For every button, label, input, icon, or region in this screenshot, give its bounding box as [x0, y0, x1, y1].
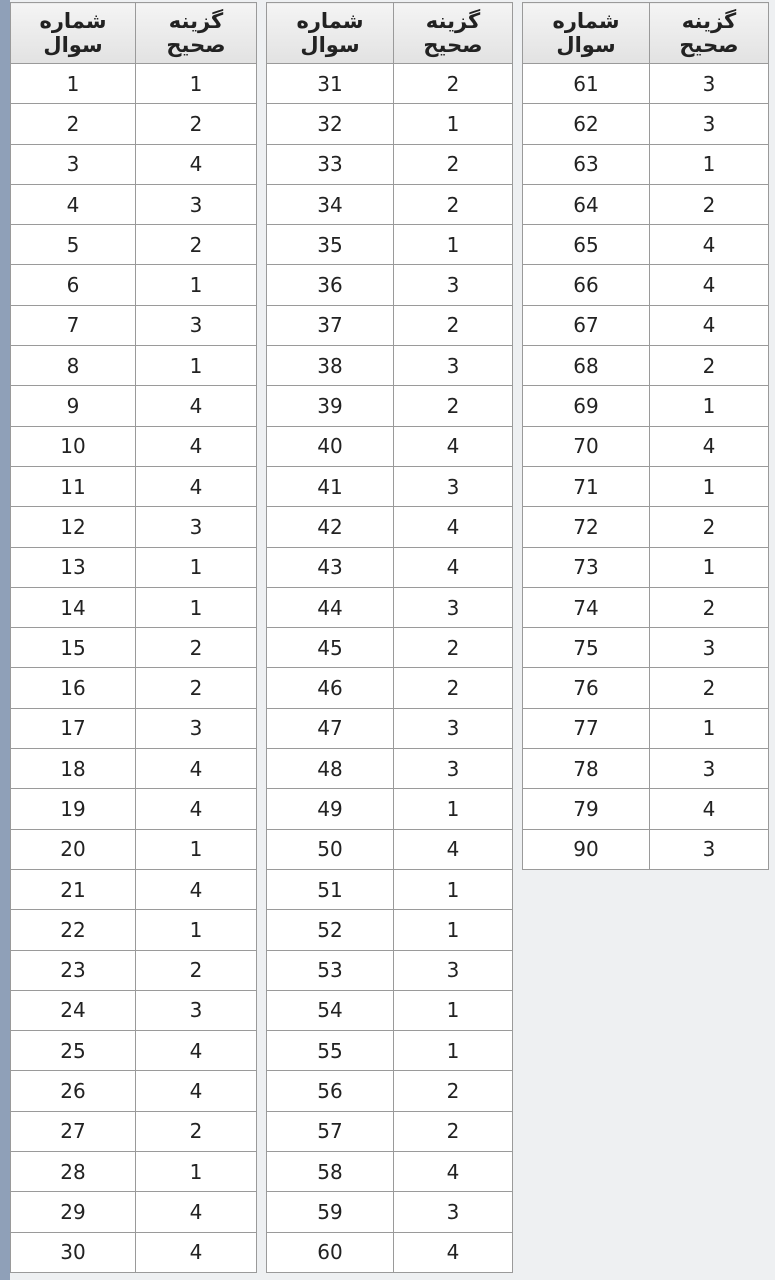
question-number-cell: 11	[11, 466, 136, 506]
question-number-cell: 30	[11, 1232, 136, 1272]
correct-option-cell: 4	[394, 547, 513, 587]
table-row	[267, 547, 513, 587]
question-number-cell: 65	[523, 225, 650, 265]
correct-option-cell: 3	[394, 346, 513, 386]
table-row	[11, 547, 257, 587]
question-number-cell: 8	[11, 346, 136, 386]
question-number-cell: 13	[11, 547, 136, 587]
question-number-cell: 21	[11, 869, 136, 909]
header-text: صحیح	[679, 33, 739, 57]
correct-option-cell: 4	[136, 789, 257, 829]
correct-option-cell: 1	[394, 789, 513, 829]
table-row	[267, 1192, 513, 1232]
question-number-cell: 33	[267, 144, 394, 184]
table-row	[523, 346, 769, 386]
correct-option-cell: 4	[650, 225, 769, 265]
question-number-cell: 75	[523, 628, 650, 668]
correct-option-cell: 1	[394, 869, 513, 909]
table-row	[11, 104, 257, 144]
table-row	[11, 144, 257, 184]
question-number-cell: 31	[267, 64, 394, 104]
question-number-cell: 90	[523, 829, 650, 869]
correct-option-cell: 2	[136, 950, 257, 990]
question-number-cell: 7	[11, 305, 136, 345]
correct-option-cell: 1	[136, 64, 257, 104]
table-row	[11, 265, 257, 305]
correct-option-cell: 3	[394, 950, 513, 990]
correct-option-cell: 4	[650, 265, 769, 305]
table-row	[11, 749, 257, 789]
question-number-cell: 63	[523, 144, 650, 184]
correct-option-cell: 4	[394, 507, 513, 547]
correct-option-cell: 4	[394, 1152, 513, 1192]
correct-option-cell: 4	[394, 426, 513, 466]
correct-option-cell: 1	[136, 910, 257, 950]
correct-option-cell: 1	[650, 466, 769, 506]
correct-option-cell: 1	[650, 708, 769, 748]
question-number-cell: 16	[11, 668, 136, 708]
question-number-cell: 22	[11, 910, 136, 950]
correct-option-cell: 4	[136, 749, 257, 789]
correct-option-cell: 3	[136, 990, 257, 1030]
question-number-cell: 67	[523, 305, 650, 345]
table-header-row	[11, 3, 257, 64]
table-row	[11, 64, 257, 104]
question-number-cell: 14	[11, 587, 136, 627]
table-row	[267, 507, 513, 547]
question-number-cell: 58	[267, 1152, 394, 1192]
correct-option-cell: 3	[650, 749, 769, 789]
header-text: سوال	[556, 33, 616, 57]
question-number-cell: 38	[267, 346, 394, 386]
question-number-cell: 41	[267, 466, 394, 506]
correct-option-cell: 2	[650, 507, 769, 547]
correct-option-cell: 4	[136, 144, 257, 184]
table-row	[523, 64, 769, 104]
question-number-cell: 71	[523, 466, 650, 506]
table-row	[267, 144, 513, 184]
table-header-row	[523, 3, 769, 64]
table-row	[267, 225, 513, 265]
correct-option-cell: 3	[394, 708, 513, 748]
table-row	[267, 910, 513, 950]
table-row	[523, 547, 769, 587]
correct-option-cell: 4	[394, 1232, 513, 1272]
table-row	[267, 789, 513, 829]
table-row	[11, 225, 257, 265]
correct-option-cell: 3	[136, 184, 257, 224]
table-row	[11, 1071, 257, 1111]
correct-option-cell: 2	[136, 104, 257, 144]
correct-option-cell: 2	[394, 64, 513, 104]
question-number-cell: 32	[267, 104, 394, 144]
header-text: سوال	[43, 33, 103, 57]
question-number-cell: 12	[11, 507, 136, 547]
table-row	[11, 386, 257, 426]
table-row	[267, 990, 513, 1030]
table-row	[11, 1192, 257, 1232]
table-row	[523, 144, 769, 184]
header-text: شماره	[296, 9, 364, 33]
correct-option-cell: 1	[136, 829, 257, 869]
correct-option-cell: 4	[650, 305, 769, 345]
correct-option-cell: 4	[136, 1192, 257, 1232]
correct-option-cell: 2	[650, 587, 769, 627]
table-row	[11, 829, 257, 869]
question-number-cell: 39	[267, 386, 394, 426]
table-row	[523, 668, 769, 708]
question-number-cell: 4	[11, 184, 136, 224]
question-number-cell: 19	[11, 789, 136, 829]
question-number-cell: 35	[267, 225, 394, 265]
question-number-cell: 49	[267, 789, 394, 829]
question-number-cell: 5	[11, 225, 136, 265]
table-row	[523, 789, 769, 829]
table-row	[267, 1071, 513, 1111]
table-row	[267, 1111, 513, 1151]
correct-option-cell: 2	[650, 184, 769, 224]
question-number-cell: 51	[267, 869, 394, 909]
table-row	[523, 225, 769, 265]
question-number-cell: 56	[267, 1071, 394, 1111]
table-row	[11, 1232, 257, 1272]
correct-option-cell: 3	[394, 265, 513, 305]
table-row	[523, 184, 769, 224]
question-number-cell: 55	[267, 1031, 394, 1071]
correct-option-cell: 1	[394, 104, 513, 144]
table-row	[523, 628, 769, 668]
header-text: سوال	[300, 33, 360, 57]
question-number-cell: 57	[267, 1111, 394, 1151]
correct-option-cell: 1	[650, 547, 769, 587]
question-number-cell: 34	[267, 184, 394, 224]
table-row	[523, 426, 769, 466]
correct-option-cell: 1	[136, 265, 257, 305]
table-row	[267, 829, 513, 869]
question-number-cell: 20	[11, 829, 136, 869]
header-text: گزینه	[425, 9, 481, 33]
correct-option-cell: 3	[394, 466, 513, 506]
correct-option-cell: 2	[136, 668, 257, 708]
table-row	[11, 1031, 257, 1071]
header-text: شماره	[552, 9, 620, 33]
table-row	[11, 1111, 257, 1151]
table-row	[267, 466, 513, 506]
table-row	[267, 426, 513, 466]
correct-option-cell: 3	[394, 749, 513, 789]
correct-option-cell: 4	[394, 829, 513, 869]
header-text: صحیح	[423, 33, 483, 57]
table-row	[523, 466, 769, 506]
question-number-cell: 15	[11, 628, 136, 668]
table-row	[267, 64, 513, 104]
table-row	[267, 104, 513, 144]
question-number-cell: 42	[267, 507, 394, 547]
correct-option-cell: 1	[394, 1031, 513, 1071]
question-number-cell: 17	[11, 708, 136, 748]
question-number-cell: 28	[11, 1152, 136, 1192]
question-number-cell: 69	[523, 386, 650, 426]
question-number-cell: 61	[523, 64, 650, 104]
table-row	[523, 507, 769, 547]
correct-option-cell: 4	[136, 386, 257, 426]
question-number-cell: 48	[267, 749, 394, 789]
question-number-cell: 73	[523, 547, 650, 587]
table-row	[11, 990, 257, 1030]
question-number-cell: 78	[523, 749, 650, 789]
table-row	[267, 1232, 513, 1272]
correct-option-cell: 2	[650, 346, 769, 386]
correct-option-cell: 1	[136, 587, 257, 627]
table-row	[523, 386, 769, 426]
question-number-cell: 43	[267, 547, 394, 587]
question-number-cell: 70	[523, 426, 650, 466]
correct-option-header	[136, 3, 257, 64]
correct-option-cell: 3	[136, 708, 257, 748]
correct-option-cell: 2	[394, 668, 513, 708]
table-row	[523, 829, 769, 869]
correct-option-cell: 1	[650, 386, 769, 426]
table-row	[267, 587, 513, 627]
question-number-cell: 40	[267, 426, 394, 466]
correct-option-cell: 3	[136, 507, 257, 547]
table-row	[523, 749, 769, 789]
question-number-cell: 27	[11, 1111, 136, 1151]
table-row	[267, 749, 513, 789]
question-number-cell: 1	[11, 64, 136, 104]
correct-option-cell: 1	[394, 225, 513, 265]
correct-option-cell: 1	[136, 547, 257, 587]
header-text: گزینه	[168, 9, 224, 33]
table-row	[267, 265, 513, 305]
answer-key-table-1	[10, 2, 257, 1273]
table-row	[11, 305, 257, 345]
table-row	[11, 587, 257, 627]
correct-option-cell: 4	[136, 426, 257, 466]
question-number-cell: 6	[11, 265, 136, 305]
table-row	[267, 708, 513, 748]
correct-option-header	[394, 3, 513, 64]
correct-option-cell: 2	[650, 668, 769, 708]
correct-option-cell: 1	[394, 910, 513, 950]
correct-option-header	[650, 3, 769, 64]
question-number-cell: 18	[11, 749, 136, 789]
table-row	[523, 265, 769, 305]
question-number-cell: 24	[11, 990, 136, 1030]
question-number-cell: 45	[267, 628, 394, 668]
question-number-cell: 2	[11, 104, 136, 144]
question-number-cell: 29	[11, 1192, 136, 1232]
question-number-cell: 9	[11, 386, 136, 426]
correct-option-cell: 3	[394, 587, 513, 627]
table-row	[267, 1031, 513, 1071]
correct-option-cell: 2	[136, 1111, 257, 1151]
question-number-cell: 25	[11, 1031, 136, 1071]
correct-option-cell: 2	[394, 305, 513, 345]
header-text: شماره	[39, 9, 107, 33]
correct-option-cell: 4	[650, 426, 769, 466]
question-number-cell: 23	[11, 950, 136, 990]
table-row	[11, 950, 257, 990]
correct-option-cell: 3	[650, 628, 769, 668]
table-row	[267, 305, 513, 345]
question-number-cell: 26	[11, 1071, 136, 1111]
header-text: گزینه	[681, 9, 737, 33]
table-row	[11, 184, 257, 224]
table-row	[11, 668, 257, 708]
header-text: صحیح	[166, 33, 226, 57]
left-edge-strip	[0, 0, 10, 1280]
table-row	[267, 950, 513, 990]
question-number-cell: 3	[11, 144, 136, 184]
question-number-cell: 79	[523, 789, 650, 829]
question-number-cell: 53	[267, 950, 394, 990]
table-row	[11, 628, 257, 668]
correct-option-cell: 3	[650, 64, 769, 104]
question-number-cell: 64	[523, 184, 650, 224]
table-row	[11, 1152, 257, 1192]
table-row	[267, 869, 513, 909]
correct-option-cell: 1	[650, 144, 769, 184]
question-number-cell: 59	[267, 1192, 394, 1232]
correct-option-cell: 4	[650, 789, 769, 829]
correct-option-cell: 2	[394, 1071, 513, 1111]
answer-key-table-3	[522, 2, 769, 870]
question-number-header	[11, 3, 136, 64]
correct-option-cell: 1	[394, 990, 513, 1030]
table-row	[11, 466, 257, 506]
table-row	[267, 386, 513, 426]
correct-option-cell: 2	[136, 225, 257, 265]
table-row	[267, 1152, 513, 1192]
table-row	[267, 184, 513, 224]
correct-option-cell: 2	[394, 184, 513, 224]
correct-option-cell: 3	[650, 104, 769, 144]
table-row	[523, 708, 769, 748]
question-number-cell: 68	[523, 346, 650, 386]
correct-option-cell: 2	[394, 628, 513, 668]
question-number-cell: 74	[523, 587, 650, 627]
table-row	[11, 789, 257, 829]
table-row	[523, 104, 769, 144]
correct-option-cell: 3	[136, 305, 257, 345]
table-row	[523, 305, 769, 345]
question-number-cell: 77	[523, 708, 650, 748]
correct-option-cell: 4	[136, 1232, 257, 1272]
table-row	[267, 628, 513, 668]
correct-option-cell: 4	[136, 1071, 257, 1111]
correct-option-cell: 2	[394, 386, 513, 426]
question-number-header	[267, 3, 394, 64]
table-row	[11, 869, 257, 909]
table-row	[267, 346, 513, 386]
table-row	[11, 426, 257, 466]
table-row	[523, 587, 769, 627]
table-row	[11, 507, 257, 547]
table-row	[267, 668, 513, 708]
correct-option-cell: 3	[394, 1192, 513, 1232]
table-row	[11, 346, 257, 386]
question-number-cell: 47	[267, 708, 394, 748]
correct-option-cell: 1	[136, 1152, 257, 1192]
question-number-cell: 62	[523, 104, 650, 144]
answer-key-table-2	[266, 2, 513, 1273]
question-number-cell: 54	[267, 990, 394, 1030]
table-row	[11, 910, 257, 950]
question-number-cell: 46	[267, 668, 394, 708]
question-number-header	[523, 3, 650, 64]
question-number-cell: 72	[523, 507, 650, 547]
question-number-cell: 37	[267, 305, 394, 345]
table-header-row	[267, 3, 513, 64]
question-number-cell: 10	[11, 426, 136, 466]
correct-option-cell: 2	[136, 628, 257, 668]
correct-option-cell: 3	[650, 829, 769, 869]
table-row	[11, 708, 257, 748]
question-number-cell: 50	[267, 829, 394, 869]
correct-option-cell: 4	[136, 466, 257, 506]
question-number-cell: 36	[267, 265, 394, 305]
question-number-cell: 52	[267, 910, 394, 950]
correct-option-cell: 4	[136, 1031, 257, 1071]
question-number-cell: 44	[267, 587, 394, 627]
question-number-cell: 60	[267, 1232, 394, 1272]
question-number-cell: 66	[523, 265, 650, 305]
question-number-cell: 76	[523, 668, 650, 708]
correct-option-cell: 4	[136, 869, 257, 909]
correct-option-cell: 1	[136, 346, 257, 386]
correct-option-cell: 2	[394, 1111, 513, 1151]
correct-option-cell: 2	[394, 144, 513, 184]
